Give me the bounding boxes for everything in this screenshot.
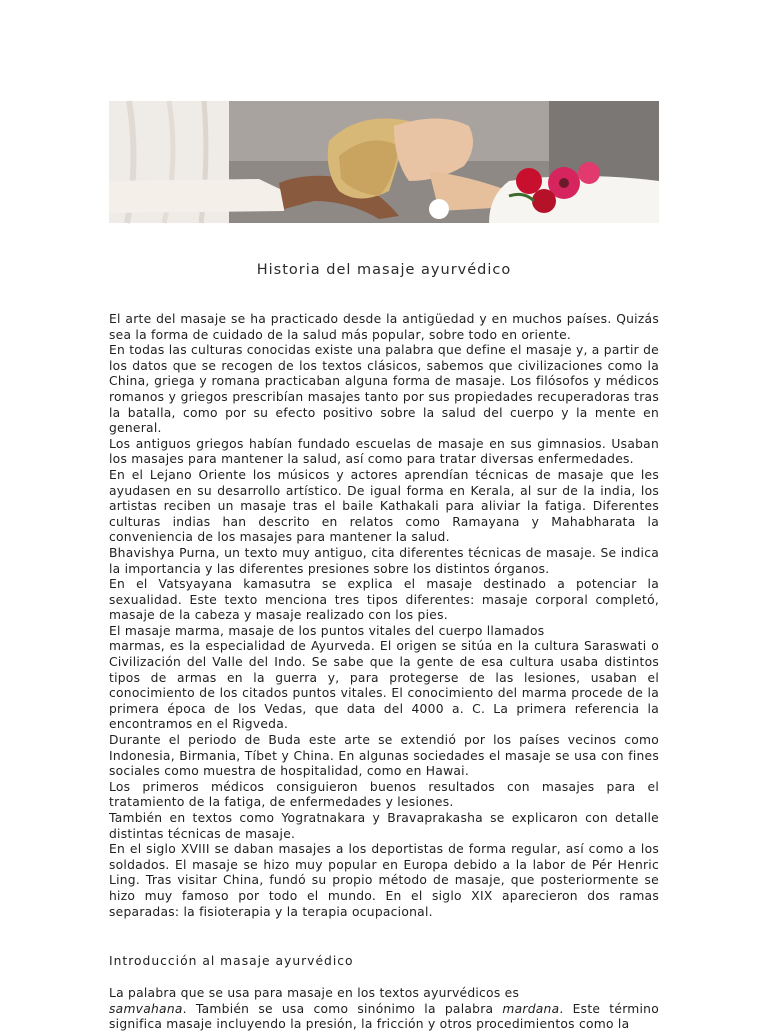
paragraph: Los antiguos griegos habían fundado escuelas de masaje en sus gimnasios. Usaban los masajes para mantener la salud, así como para tratar diversas enfermedades.	[109, 436, 659, 467]
paragraph: En el siglo XVIII se daban masajes a los deportistas de forma regular, así como a los soldados. El masaje se hizo muy popular en Europa debido a la labor de Pér Henric Ling. Tras visitar China, fundó su propio método de masaje, que posteriormente se hizo muy famoso por todo el mundo. En el siglo XIX aparecieron dos ramas separadas: la fisioterapia y la terapia ocupacional.	[109, 842, 659, 919]
paragraph: También en textos como Yogratnakara y Bravaprakasha se explicaron con detalle distintas técnicas de masaje.	[109, 811, 659, 841]
page-title: Historia del masaje ayurvédico	[256, 262, 512, 278]
intro-text: . También se usa como sinónimo la palabra	[182, 1001, 503, 1016]
paragraph: En el Lejano Oriente los músicos y actores aprendían técnicas de masaje que les ayudasen en su desarrollo artístico. De igual forma en Kerala, al sur de la india, los artistas reciben un masaje tras el baile Kathakali para aliviar la fatiga. Diferentes culturas indias han descrito en relatos como Ramayana y Mahabharata la conveniencia de los masajes para mantener la salud.	[109, 467, 659, 545]
paragraph: marmas, es la especialidad de Ayurveda. El origen se sitúa en la cultura Saraswati o Civilización del Valle del Indo. Se sabe que la gente de esa cultura usaba distintos tipos de armas en la guerra y, para protegerse de las lesiones, usaban el conocimiento de los citados puntos vitales. El conocimiento del marma procede de la primera época de los Vedas, que data del 4000 a. C. La primera referencia la encontramos en el Rigveda.	[109, 639, 659, 732]
paragraph: En todas las culturas conocidas existe una palabra que define el masaje y, a partir de los datos que se recogen de los textos clásicos, sabemos que civilizaciones como la China, griega y romana practicaban alguna forma de masaje. Los filósofos y médicos romanos y griegos prescribían masajes tanto por sus propiedades recuperadoras tras la batalla, como por su efecto positivo sobre la salud del cuerpo y la mente en general.	[109, 343, 659, 436]
header-image	[109, 101, 659, 223]
paragraph: Bhavishya Purna, un texto muy antiguo, cita diferentes técnicas de masaje. Se indica la importancia y las diferentes presiones sobre los distintos órganos.	[109, 545, 659, 576]
spa-massage-illustration	[109, 101, 659, 223]
paragraph: En el Vatsyayana kamasutra se explica el masaje destinado a potenciar la sexualidad. Este texto menciona tres tipos diferentes: masaje corporal completó, masaje de la cabeza y masaje realizado con los pies.	[109, 577, 659, 623]
intro-text: . Este término significa masaje incluyendo la presión, la fricción y otros procedimientos como la	[109, 1001, 659, 1032]
intro-body	[109, 986, 659, 1033]
paragraph: El masaje marma, masaje de los puntos vitales del cuerpo llamados	[109, 623, 545, 638]
paragraph: El arte del masaje se ha practicado desde la antigüedad y en muchos países. Quizás sea la forma de cuidado de la salud más popular, sobre todo en oriente.	[109, 312, 659, 342]
term-mardana: mardana	[502, 1001, 560, 1016]
intro-paragraph	[109, 1002, 659, 1033]
section-title: Introducción al masaje ayurvédico	[109, 954, 354, 968]
history-body	[109, 312, 659, 920]
paragraph: Los primeros médicos consiguieron buenos resultados con masajes para el tratamiento de la fatiga, de enfermedades y lesiones.	[109, 779, 659, 810]
paragraph: Durante el periodo de Buda este arte se extendió por los países vecinos como Indonesia, Birmania, Tíbet y China. En algunas sociedades el masaje se usa con fines sociales como muestra de hospitalidad, como en Hawai.	[109, 733, 659, 779]
term-samvahana: samvahana	[109, 1001, 183, 1016]
intro-line: La palabra que se usa para masaje en los textos ayurvédicos es	[109, 986, 520, 1000]
